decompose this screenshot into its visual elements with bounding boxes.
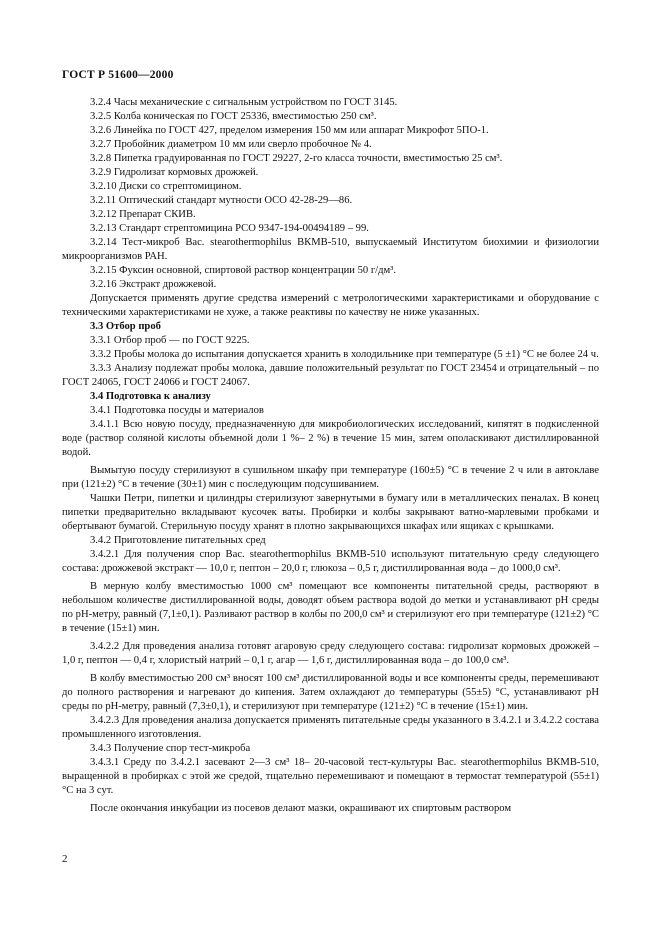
paragraph: 3.3.2 Пробы молока до испытания допускается хранить в холодильнике при температуре (5 ±1) °С не более 24 ч. [90,349,599,360]
paragraph: 3.2.6 Линейка по ГОСТ 427, пределом измерения 150 мм или аппарат Микрофот 5ПО-1. [90,125,489,136]
document-header: ГОСТ Р 51600—2000 [62,69,174,81]
page-number: 2 [62,853,68,865]
paragraph: Чашки Петри, пипетки и цилиндры стерилизуют завернутыми в бумагу или в металлических пеналах. В конец пипетки предварительно вкладывают кусочек ваты. Пробирки и колбы закрывают ватно-марлевыми пробками и обертывают бумагой. Стерильную посуду хранят в плотно закрывающихся шкафах или ящиках с крышками. [62,493,599,532]
paragraph: В колбу вместимостью 200 см³ вносят 100 см³ дистиллированной воды и все компоненты среды, перемешивают до полного растворения и нагревают до кипения. Затем охлаждают до температуры (55±5) °С, устанавливают рН среды по рН-метру, равный (7,3±0,1), и стерилизуют при температуре (121±2) °С в течение (15±1) мин. [62,673,599,712]
paragraph: 3.3.3 Анализу подлежат пробы молока, давшие положительный результат по ГОСТ 23454 и отрицательный – по ГОСТ 24065, ГОСТ 24066 и ГОСТ 24067. [62,363,599,388]
paragraph: 3.2.5 Колба коническая по ГОСТ 25336, вместимостью 250 см³. [90,111,377,122]
paragraph: 3.4.1.1 Всю новую посуду, предназначенную для микробиологических исследований, кипятят в подкисленной воде (раствор соляной кислоты объемной доли 1 %– 2 %) в течение 15 мин, затем ополаскивают дистиллированной водой. [62,419,599,458]
paragraph: 3.4.2.1 Для получения спор Bac. stearothermophilus ВКМВ-510 используют питательную среду следующего состава: дрожжевой экстракт — 10,0 г, пептон – 20,0 г, глюкоза – 0,5 г, дистиллированная вода – до 1000,0 см³. [62,549,599,574]
paragraph: 3.2.14 Тест-микроб Bac. stearothermophilus ВКМВ-510, выпускаемый Институтом биохимии и физиологии микроорганизмов РАН. [62,237,599,262]
paragraph: 3.4.2.2 Для проведения анализа готовят агаровую среду следующего состава: гидролизат кормовых дрожжей – 1,0 г, пептон — 0,4 г, хлористый натрий – 0,1 г, агар — 1,6 г, дистиллированная вода – до 100,0 см³. [62,641,599,666]
paragraph: 3.4.2 Приготовление питательных сред [90,535,266,546]
paragraph: 3.4.3.1 Среду по 3.4.2.1 засевают 2—3 см³ 18– 20-часовой тест-культуры Bac. stearothermophilus ВКМВ-510, выращенной в пробирках с этой же средой, тщательно перемешивают и помещают в термостат температурой (55±1) °С на 3 сут. [62,757,599,796]
paragraph: Вымытую посуду стерилизуют в сушильном шкафу при температуре (160±5) °С в течение 2 ч или в автоклаве при (121±2) °С в течение (30±1) мин с последующим подсушиванием. [62,465,599,490]
paragraph: 3.2.15 Фуксин основной, спиртовой раствор концентрации 50 г/дм³. [90,265,397,276]
paragraph: 3.2.8 Пипетка градуированная по ГОСТ 29227, 2-го класса точности, вместимостью 25 см³. [90,153,503,164]
paragraph: 3.2.13 Стандарт стрептомицина РСО 9347-194-00494189 – 99. [90,223,369,234]
paragraph: В мерную колбу вместимостью 1000 см³ помещают все компоненты питательной среды, растворяют в небольшом количестве дистиллированной воды, доводят объем раствора водой до метки и устанавливают рН среды по рН-метру, равный (7,1±0,1). Разливают раствор в колбы по 200,0 см³ и стерилизуют его при температуре (121±2) °С в течение (15±1) мин. [62,581,599,634]
paragraph: После окончания инкубации из посевов делают мазки, окрашивают их спиртовым раствором [90,803,512,814]
paragraph: 3.2.10 Диски со стрептомицином. [90,181,242,192]
document-body [62,96,599,816]
paragraph: 3.4.1 Подготовка посуды и материалов [90,405,264,416]
paragraph: 3.3.1 Отбор проб — по ГОСТ 9225. [90,335,250,346]
paragraph: 3.2.7 Пробойник диаметром 10 мм или сверло пробочное № 4. [90,139,372,150]
section-heading: 3.3 Отбор проб [90,321,161,332]
paragraph: Допускается применять другие средства измерений с метрологическими характеристиками и оборудование с техническими характеристиками не хуже, а также реактивы по качеству не ниже указанных. [62,293,599,318]
paragraph: 3.2.12 Препарат СКИВ. [90,209,196,220]
paragraph: 3.4.3 Получение спор тест-микроба [90,743,251,754]
paragraph: 3.4.2.3 Для проведения анализа допускается применять питательные среды указанного в 3.4.2.1 и 3.4.2.2 состава промышленного изготовления. [62,715,599,740]
paragraph: 3.2.9 Гидролизат кормовых дрожжей. [90,167,259,178]
paragraph: 3.2.16 Экстракт дрожжевой. [90,279,217,290]
paragraph: 3.2.4 Часы механические с сигнальным устройством по ГОСТ 3145. [90,97,398,108]
paragraph: 3.2.11 Оптический стандарт мутности ОСО 42-28-29—86. [90,195,353,206]
section-heading: 3.4 Подготовка к анализу [90,391,211,402]
